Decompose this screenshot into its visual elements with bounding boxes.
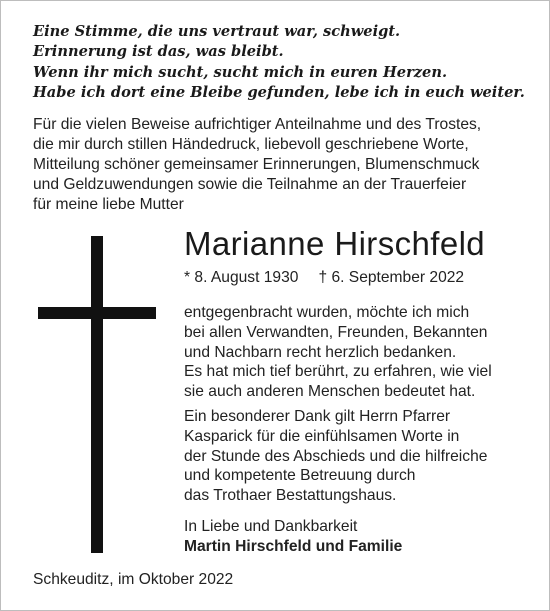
- intro-line: und Geldzuwendungen sowie die Teilnahme an der Trauerfeier: [33, 176, 467, 193]
- cross-horizontal-bar: [38, 307, 156, 319]
- paragraph-line: entgegenbracht wurden, möchte ich mich: [184, 304, 470, 321]
- life-dates: [184, 269, 464, 287]
- deceased-name: Marianne Hirschfeld: [184, 225, 486, 262]
- intro-text: [33, 115, 533, 215]
- intro-line: die mir durch stillen Händedruck, liebevoll geschriebene Worte,: [33, 136, 469, 153]
- paragraph-line: Ein besonderer Dank gilt Herrn Pfarrer: [184, 408, 451, 425]
- birth-date: * 8. August 1930: [184, 269, 299, 286]
- paragraph-line: und Nachbarn recht herzlich bedanken.: [184, 343, 457, 361]
- poem-line: Wenn ihr mich sucht, sucht mich in euren Herzen.: [33, 63, 448, 81]
- intro-line: Für die vielen Beweise aufrichtiger Anteilnahme und des Trostes,: [33, 116, 482, 133]
- poem-line: Eine Stimme, die uns vertraut war, schweigt.: [33, 23, 401, 40]
- signature-block: [184, 517, 534, 557]
- paragraph-line: der Stunde des Abschieds und die hilfreiche: [184, 447, 488, 465]
- paragraph-line: Kasparick für die einfühlsamen Worte in: [184, 427, 460, 445]
- intro-line: für meine liebe Mutter: [33, 196, 184, 213]
- paragraph-line: Es hat mich tief berührt, zu erfahren, wie viel: [184, 363, 492, 381]
- thanks-paragraph: [184, 303, 534, 402]
- signature-closing: In Liebe und Dankbarkeit: [184, 518, 358, 535]
- poem-line: Habe ich dort eine Bleibe gefunden, lebe ich in euch weiter.: [33, 84, 525, 102]
- intro-line: Mitteilung schöner gemeinsamer Erinnerungen, Blumenschmuck: [33, 156, 480, 173]
- paragraph-line: und kompetente Betreuung durch: [184, 467, 416, 485]
- paragraph-line: bei allen Verwandten, Freunden, Bekannten: [184, 323, 488, 341]
- place-date-footer: Schkeuditz, im Oktober 2022: [33, 571, 234, 588]
- paragraph-line: sie auch anderen Menschen bedeutet hat.: [184, 383, 476, 401]
- poem: [33, 22, 525, 104]
- poem-line: Erinnerung ist das, was bleibt.: [33, 43, 284, 61]
- death-date: † 6. September 2022: [318, 269, 465, 286]
- special-thanks-paragraph: [184, 407, 534, 506]
- cross-vertical-bar: [91, 236, 103, 553]
- signature-names: Martin Hirschfeld und Familie: [184, 537, 403, 555]
- paragraph-line: das Trothaer Bestattungshaus.: [184, 487, 397, 505]
